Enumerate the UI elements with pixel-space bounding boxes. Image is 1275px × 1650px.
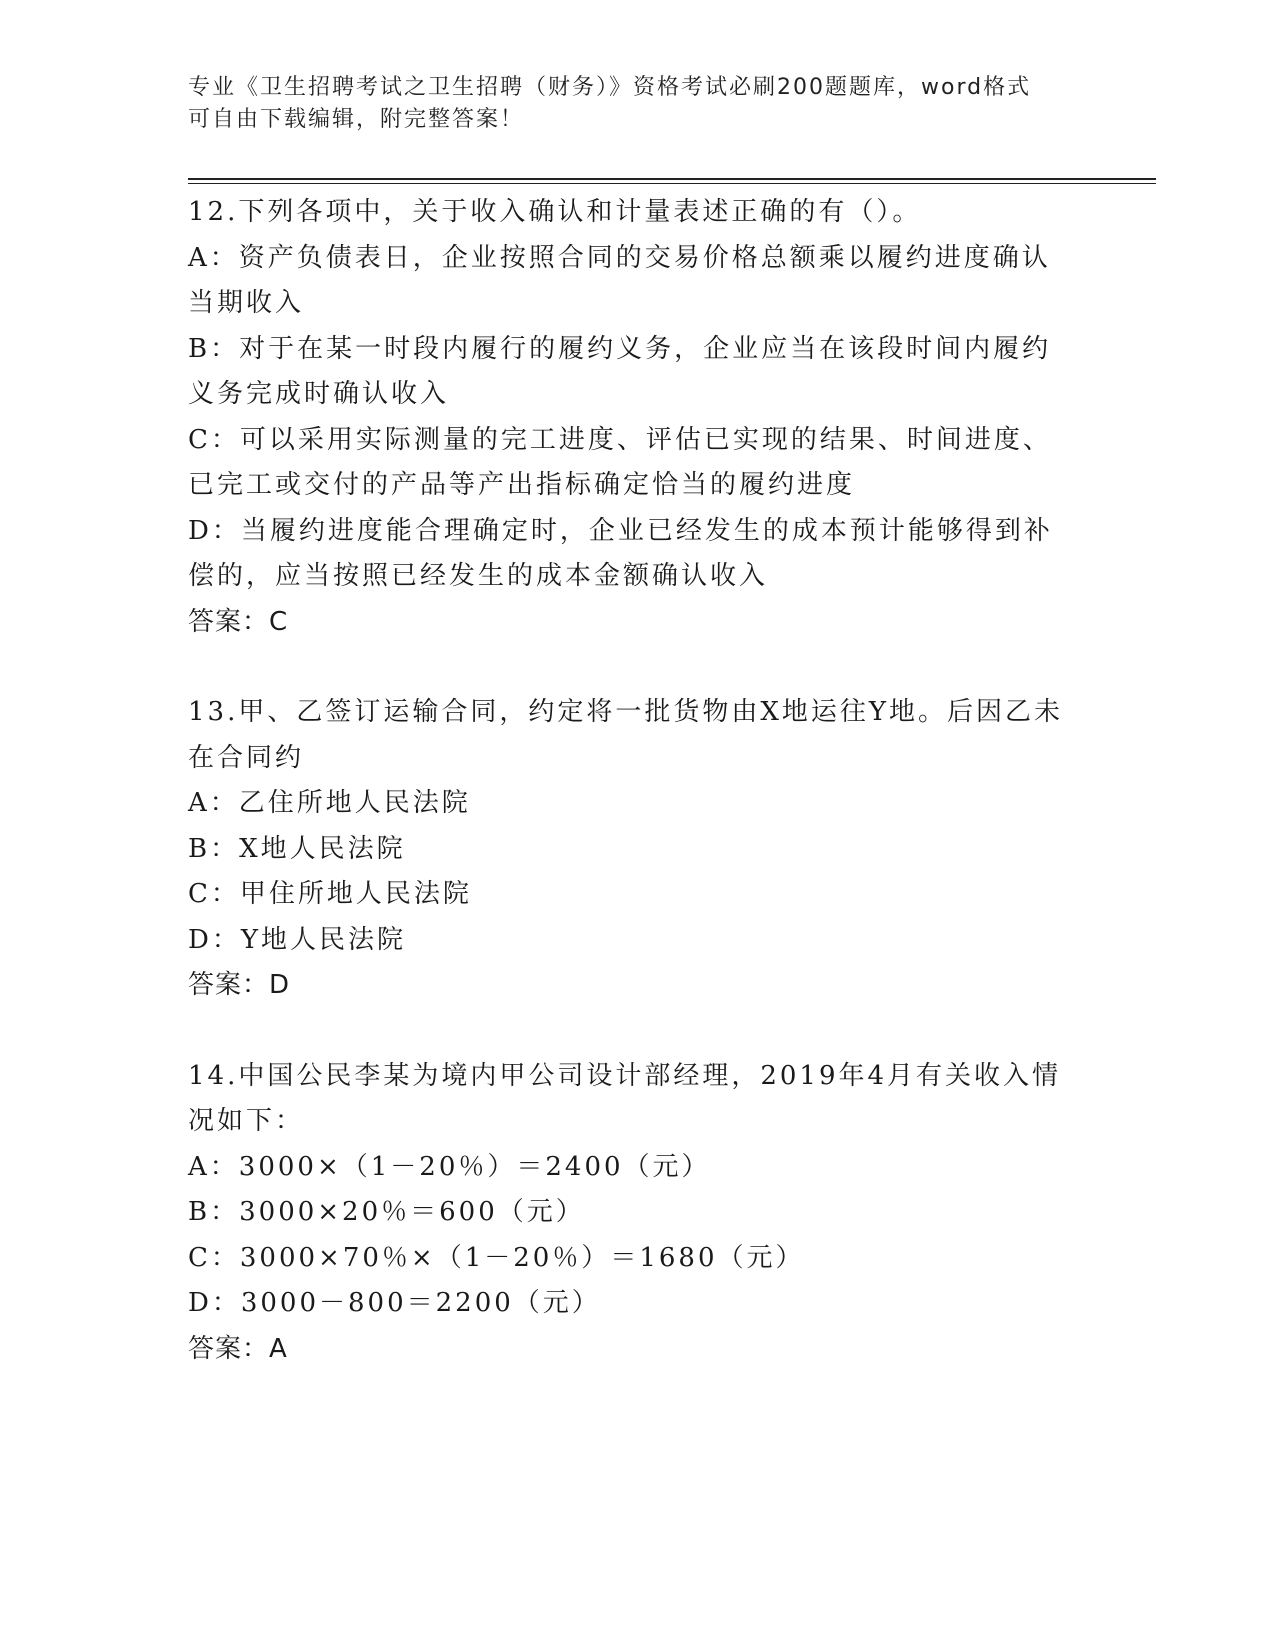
answer: 答案：C bbox=[188, 606, 289, 637]
option-a: A：资产负债表日，企业按照合同的交易价格总额乘以履约进度确认当期收入 bbox=[188, 242, 1051, 318]
answer: 答案：A bbox=[188, 1333, 288, 1364]
option-a: A：乙住所地人民法院 bbox=[188, 788, 471, 818]
option-b: B：3000×20％＝600（元） bbox=[188, 1197, 585, 1227]
header-divider-thin bbox=[188, 183, 1156, 184]
question-spacer bbox=[188, 645, 1078, 690]
answer: 答案：D bbox=[188, 970, 291, 1000]
document-header bbox=[188, 72, 1088, 136]
option-b: B：对于在某一时段内履行的履约义务，企业应当在该段时间内履约义务完成时确认收入 bbox=[188, 333, 1052, 409]
question-text: 13.甲、乙签订运输合同，约定将一批货物由X地运往Y地。后因乙未在合同约 bbox=[188, 697, 1064, 773]
option-d: D：3000－800＝2200（元） bbox=[188, 1288, 601, 1318]
question-13 bbox=[188, 690, 1078, 1009]
question-text: 12.下列各项中，关于收入确认和计量表述正确的有（）。 bbox=[188, 197, 922, 227]
option-a: A：3000×（1－20％）＝2400（元） bbox=[188, 1151, 711, 1182]
header-divider-thick bbox=[188, 178, 1156, 180]
option-c: C：甲住所地人民法院 bbox=[188, 879, 472, 909]
header-line-2: 可自由下载编辑，附完整答案！ bbox=[188, 107, 525, 132]
question-list bbox=[188, 190, 1078, 1372]
question-12 bbox=[188, 190, 1078, 645]
option-d: D：Y地人民法院 bbox=[188, 924, 407, 955]
option-c: C：3000×70％×（1－20％）＝1680（元） bbox=[188, 1242, 805, 1273]
option-b: B：X地人民法院 bbox=[188, 833, 406, 864]
question-spacer bbox=[188, 1009, 1078, 1054]
question-text: 14.中国公民李某为境内甲公司设计部经理，2019年4月有关收入情况如下： bbox=[188, 1060, 1062, 1136]
question-14 bbox=[188, 1054, 1078, 1373]
option-c: C：可以采用实际测量的完工进度、评估已实现的结果、时间进度、已完工或交付的产品等产出指标确定恰当的履约进度 bbox=[188, 424, 1052, 500]
header-line-1: 专业《卫生招聘考试之卫生招聘（财务）》资格考试必刷200题题库，word格式 bbox=[188, 75, 1032, 100]
option-d: D：当履约进度能合理确定时，企业已经发生的成本预计能够得到补偿的，应当按照已经发生的成本金额确认收入 bbox=[188, 515, 1053, 591]
